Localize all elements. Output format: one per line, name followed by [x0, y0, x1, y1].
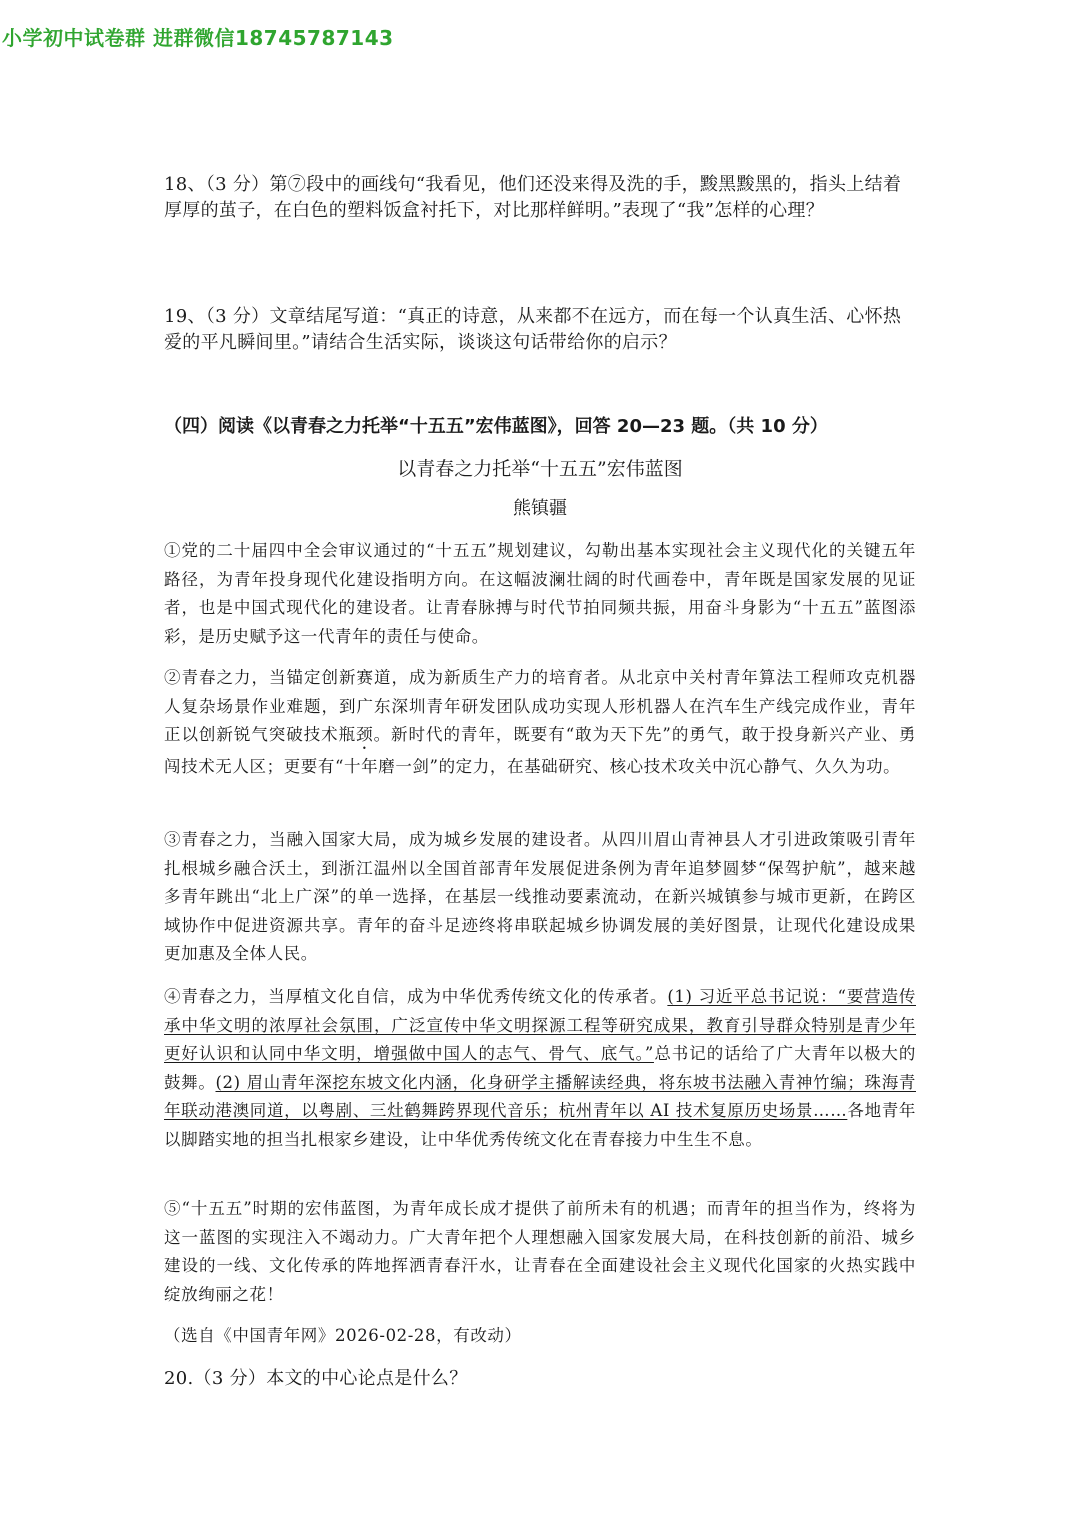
paragraph-4-text-c: 各地青年以脚踏实地的担当扎根家乡建设，让中华优秀传统文化在青春接力中生生不息。: [164, 1101, 916, 1149]
article-source: （选自《中国青年网》2026-02-28，有改动）: [164, 1326, 522, 1345]
paragraph-1: ①党的二十届四中全会审议通过的“十五五”规划建议，勾勒出基本实现社会主义现代化的关键五年路径，为青年投身现代化建设指明方向。在这幅波澜壮阔的时代画卷中，青年既是国家发展的见证者，也是中国式现代化的建设者。让青春脉搏与时代节拍同频共振，用奋斗身影为“十五五”蓝图添彩，是历史赋予这一代青年的责任与使命。: [164, 541, 916, 646]
paragraph-4-text-b: 总书记的话给了广大青年以极大的鼓舞。: [164, 1044, 917, 1092]
paragraph-3: ③青春之力，当融入国家大局，成为城乡发展的建设者。从四川眉山青神县人才引进政策吸引青年扎根城乡融合沃土，到浙江温州以全国首部青年发展促进条例为青年追梦圆梦“保驾护航”，越来越多青年跳出“北上广深”的单一选择，在基层一线推动要素流动，在新兴城镇参与城市更新，在跨区域协作中促进资源共享。青年的奋斗足迹终将串联起城乡协调发展的美好图景，让现代化建设成果更加惠及全体人民。: [164, 830, 916, 963]
paragraph-5: ⑤“十五五”时期的宏伟蓝图，为青年成长成才提供了前所未有的机遇；而青年的担当作为，终将为这一蓝图的实现注入不竭动力。广大青年把个人理想融入国家发展大局，在科技创新的前沿、城乡建设的一线、文化传承的阵地挥洒青春汗水，让青春在全面建设社会主义现代化国家的火热实践中绽放绚丽之花！: [164, 1199, 916, 1304]
paragraph-4: [164, 983, 916, 1154]
paragraph-4-underlined-2: (2) 眉山青年深挖东坡文化内涵，化身研学主播解读经典，将东坡书法融入青神竹编；珠海青年联动港澳同道，以粤剧、三灶鹤舞跨界现代音乐；杭州青年以 AI 技术复原历史场景……: [164, 1072, 916, 1120]
paragraph-2-text-a: ②青春之力，当锚定创新赛道，成为新质生产力的培育者。从北京中关村青年算法工程师攻克机器人复杂场景作业难题，到广东深圳青年研发团队成功实现人形机器人在汽车生产线完成作业，青年正以创新锐气突破技术瓶: [164, 668, 916, 744]
paragraph-2: [164, 664, 916, 782]
section-heading: （四）阅读《以青春之力托举“十五五”宏伟蓝图》，回答 20—23 题。（共 10 分）: [164, 416, 828, 437]
question-19: 19、（3 分）文章结尾写道：“真正的诗意，从来都不在远方，而在每一个认真生活、心怀热爱的平凡瞬间里。”请结合生活实际，谈谈这句话带给你的启示？: [164, 306, 902, 353]
watermark-text: 小学初中试卷群 进群微信18745787143: [2, 26, 394, 50]
question-18: 18、（3 分）第⑦段中的画线句“我看见，他们还没来得及洗的手，黢黑黢黑的，指头上结着厚厚的茧子，在白色的塑料饭盒衬托下，对比那样鲜明。”表现了“我”怎样的心理？: [164, 174, 902, 221]
article-title: 以青春之力托举“十五五”宏伟蓝图: [397, 458, 683, 480]
paragraph-4-underlined-1: (1) 习近平总书记说：“要营造传承中华文明的浓厚社会氛围，广泛宣传中华文明探源工程等研究成果，教育引导群众特别是青少年更好认识和认同中华文明，增强做中国人的志气、骨气、底气。”: [164, 987, 916, 1063]
paragraph-2-text-b: 。新时代的青年，既要有“敢为天下先”的勇气，敢于投身新兴产业、勇闯技术无人区；更要有“十年磨一剑”的定力，在基础研究、核心技术攻关中沉心静气、久久为功。: [164, 725, 916, 776]
article-author: 熊镇疆: [513, 498, 567, 519]
question-20: 20.（3 分）本文的中心论点是什么？: [164, 1368, 468, 1389]
paragraph-4-text-a: ④青春之力，当厚植文化自信，成为中华优秀传统文化的传承者。: [164, 987, 668, 1006]
paragraph-2-dotted-char: 颈: [356, 725, 374, 744]
